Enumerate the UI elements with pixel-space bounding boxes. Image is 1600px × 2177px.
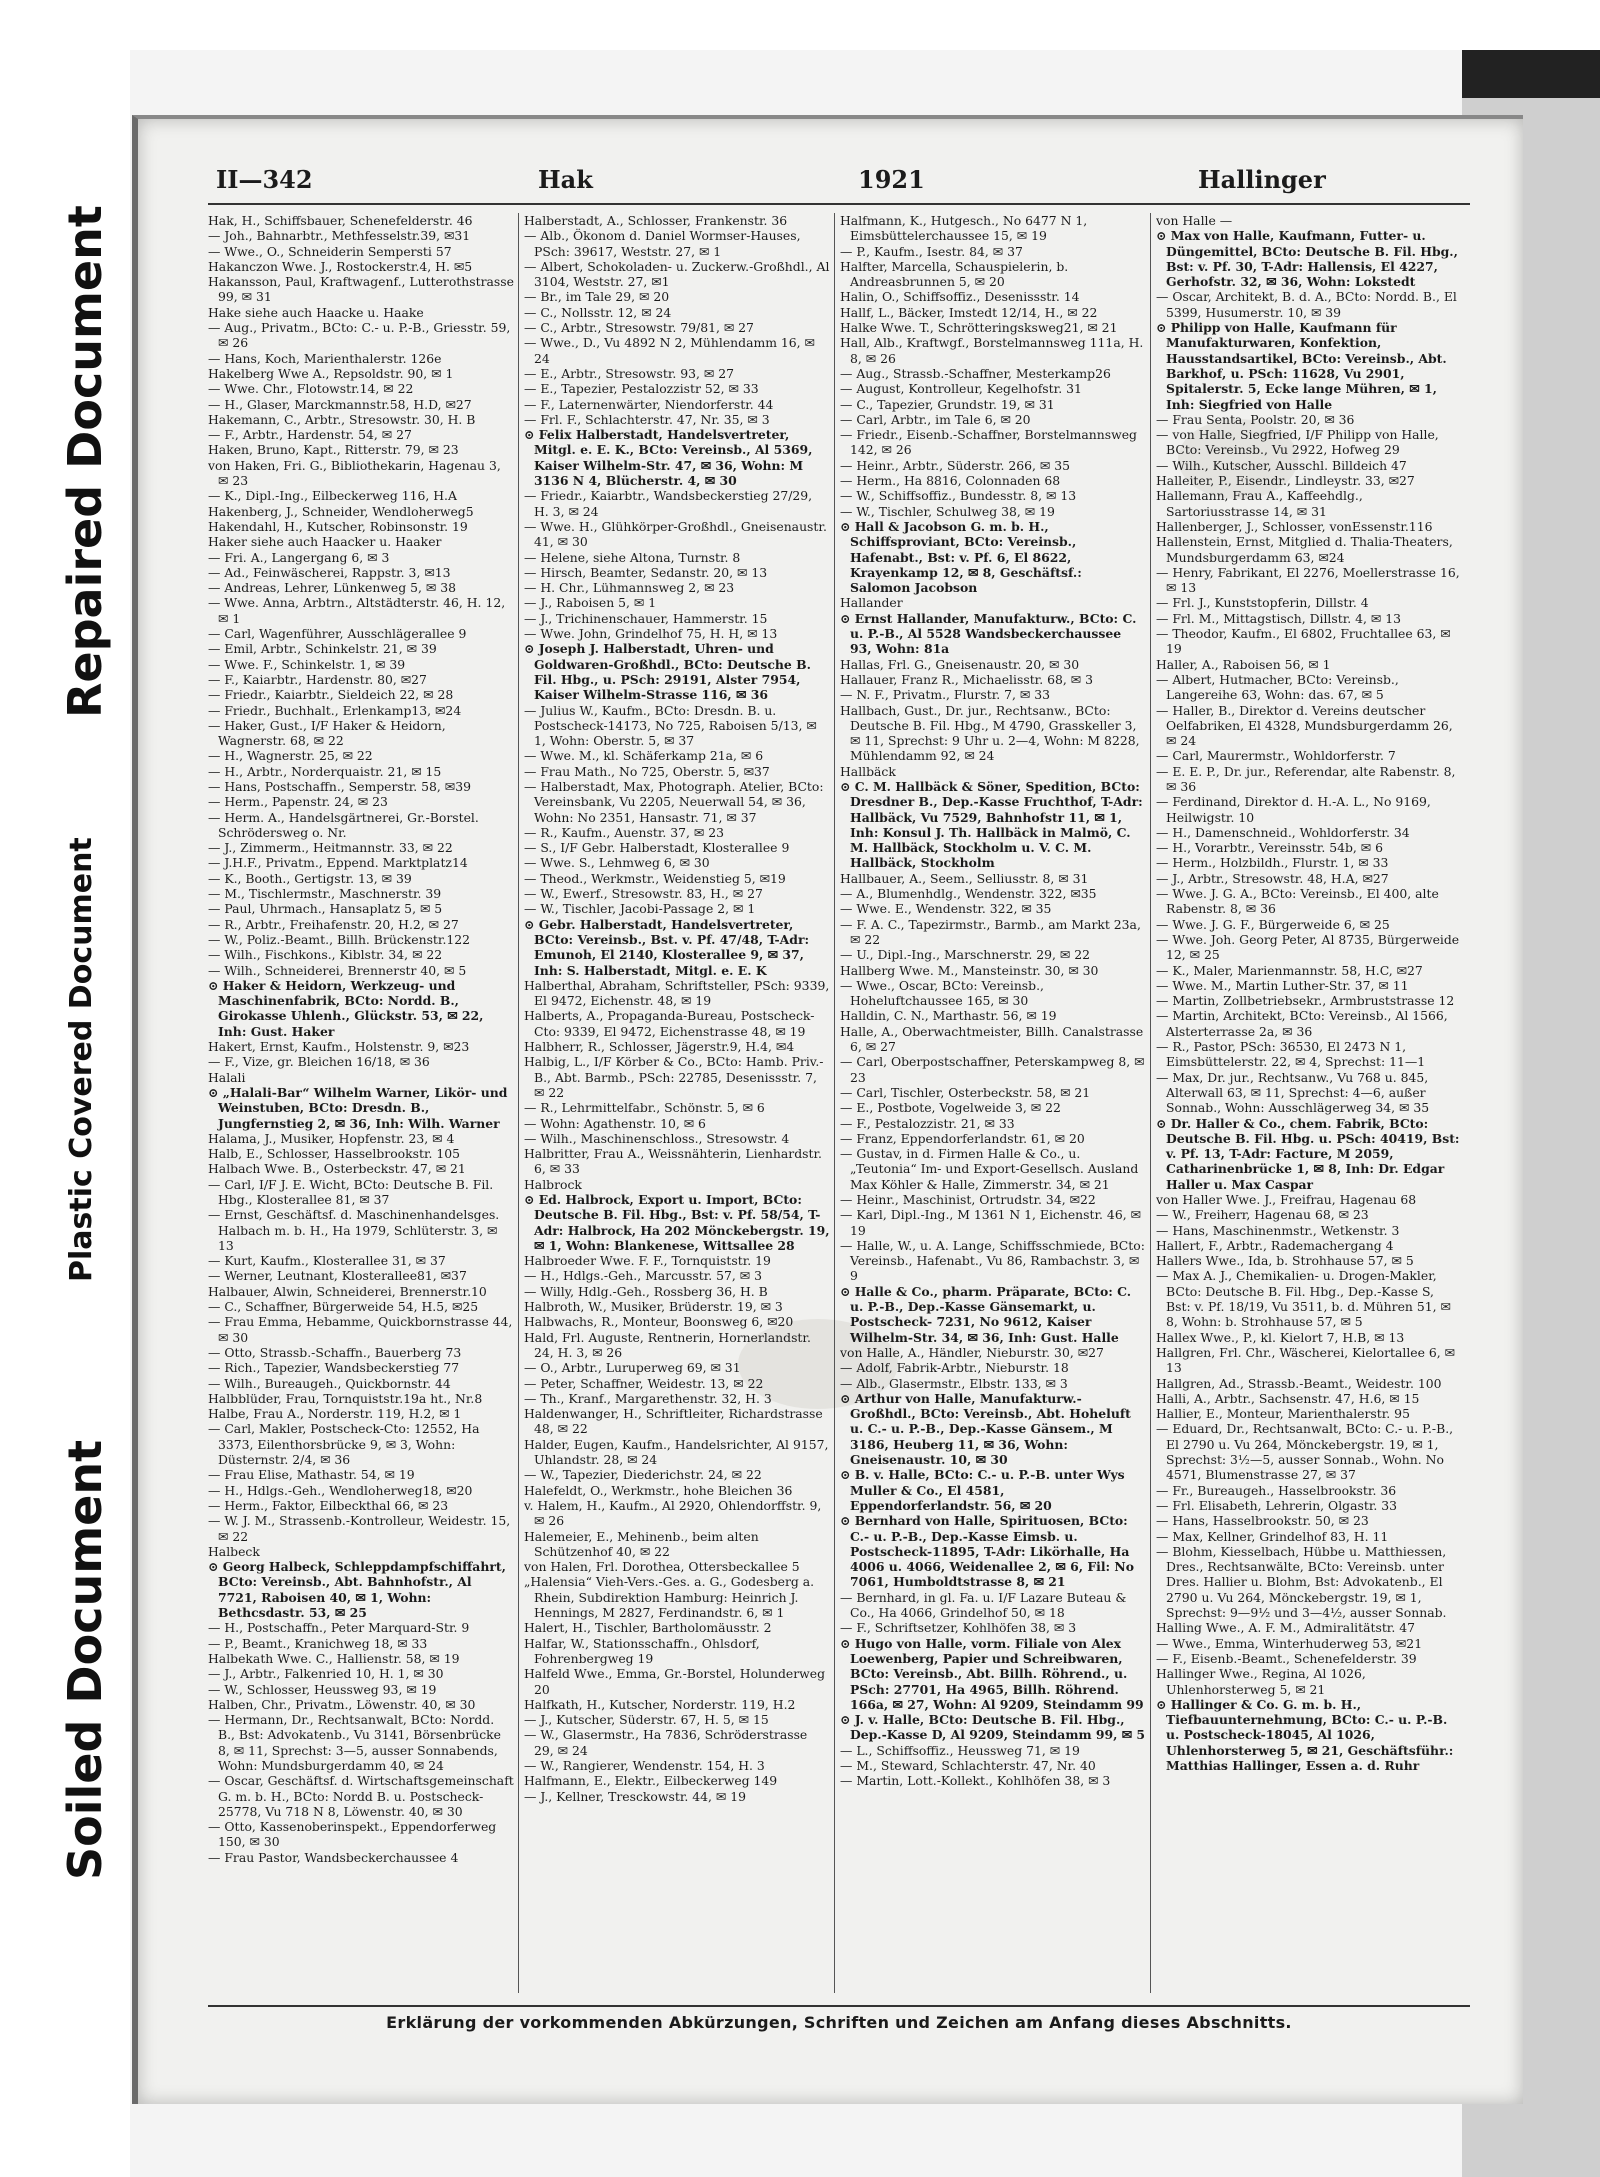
directory-entry: — Frau Senta, Poolstr. 20, ✉ 36 [1156, 411, 1355, 427]
directory-entry: — Theod., Werkmstr., Weidenstieg 5, ✉19 [524, 870, 786, 886]
soiled-document-label: Soiled Document [58, 1439, 112, 1880]
directory-entry: — Friedr., Kaiarbtr., Wandsbeckerstieg 27/29, H. 3, ✉ 24 [524, 488, 813, 519]
directory-entry: Hallberg Wwe. M., Mansteinstr. 30, ✉ 30 [840, 962, 1099, 978]
directory-entry: — E., Arbtr., Stresowstr. 93, ✉ 27 [524, 365, 735, 381]
directory-entry: — Carl, Arbtr., im Tale 6, ✉ 20 [840, 411, 1031, 427]
directory-entry: ⊙ C. M. Hallbäck & Söner, Spedition, BCto: Dresdner B., Dep.-Kasse Fruchthof, T-Adr: Hallbäck, Vu 7529, Bahnhofstr 11, ✉ 1, Inh: Konsul J. Th. Hallbäck in Malmö, C. M. Hallbäck, Stockholm u. V. C. M. Hallbäck, Stockholm [840, 778, 1143, 871]
directory-entry: — Martin, Architekt, BCto: Vereinsb., Al 1566, Alsterterrasse 2a, ✉ 36 [1156, 1008, 1448, 1039]
directory-entry: — H., Hdlgs.-Geh., Marcusstr. 57, ✉ 3 [524, 1268, 762, 1284]
directory-entry: Halling Wwe., A. F. M., Admiralitätstr. 47 [1156, 1620, 1416, 1636]
directory-entry: ⊙ Arthur von Halle, Manufakturw.-Großhdl., BCto: Vereinsb., Abt. Hoheluft u. C.- u. P.-B., Dep.-Kasse Gänsem., M 3186, Heuberg 11, ✉ 36, Wohn: Gneisenaustr. 10, ✉ 30 [840, 1390, 1131, 1468]
directory-entry: — J.H.F., Privatm., Eppend. Marktplatz14 [208, 855, 468, 871]
directory-entry: — U., Dipl.-Ing., Marschnerstr. 29, ✉ 22 [840, 947, 1091, 963]
directory-entry: — Wwe. M., kl. Schäferkamp 21a, ✉ 6 [524, 748, 764, 764]
directory-entry: Halbekath Wwe. C., Hallienstr. 58, ✉ 19 [208, 1650, 460, 1666]
directory-entry: ⊙ Hallinger & Co. G. m. b. H., Tiefbauunternehmung, BCto: C.- u. P.-B. u. Postscheck-18045, Al 1026, Uhlenhorsterweg 5, ✉ 21, Geschäftsführ.: Matthias Hallinger, Essen a. d. Ruhr [1156, 1696, 1454, 1773]
directory-entry: — H. Chr., Lühmannsweg 2, ✉ 23 [524, 580, 735, 596]
directory-entry: — Frau Pastor, Wandsbeckerchaussee 4 [208, 1849, 459, 1865]
directory-entry: Halbach Wwe. B., Osterbeckstr. 47, ✉ 21 [208, 1161, 466, 1177]
directory-entry: — von Halle, Siegfried, I/F Philipp von Halle, BCto: Vereinsb., Vu 2922, Hofweg 29 [1156, 427, 1439, 458]
directory-entry: von Halen, Frl. Dorothea, Ottersbeckallee 5 [524, 1559, 800, 1575]
column-3 [840, 213, 1146, 1993]
directory-entry: — Karl, Dipl.-Ing., M 1361 N 1, Eichenstr. 46, ✉ 19 [840, 1207, 1141, 1238]
directory-entry: — M., Tischlermstr., Maschnerstr. 39 [208, 886, 442, 902]
directory-entry: Halfar, W., Stationsschaffn., Ohlsdorf, Fohrenbergweg 19 [524, 1635, 760, 1666]
directory-entry: — Wwe., Emma, Winterhuderweg 53, ✉21 [1156, 1635, 1423, 1651]
directory-entry: — Heinr., Maschinist, Ortrudstr. 34, ✉22 [840, 1192, 1096, 1207]
directory-entry: Halfeld Wwe., Emma, Gr.-Borstel, Holunderweg 20 [524, 1666, 826, 1697]
directory-entry: Hallbauer, A., Seem., Selliusstr. 8, ✉ 31 [840, 870, 1089, 886]
directory-entry: — E., Tapezier, Pestalozzistr 52, ✉ 33 [524, 381, 759, 397]
directory-entry: — Franz, Eppendorferlandstr. 61, ✉ 20 [840, 1130, 1085, 1146]
directory-entry: — F., Schriftsetzer, Kohlhöfen 38, ✉ 3 [840, 1620, 1077, 1636]
directory-entry: von Haken, Fri. G., Bibliothekarin, Hagenau 3, ✉ 23 [208, 457, 501, 489]
directory-entry: — Oscar, Architekt, B. d. A., BCto: Nordd. B., El 5399, Husumerstr. 10, ✉ 39 [1156, 289, 1457, 320]
directory-entry: — W., Tischler, Jacobi-Passage 2, ✉ 1 [524, 901, 756, 917]
directory-entry: — Helene, siehe Altona, Turnstr. 8 [524, 549, 741, 565]
directory-entry: Hakanczon Wwe. J., Rostockerstr.4, H. ✉5 [208, 258, 473, 274]
directory-columns [208, 213, 1470, 1993]
directory-entry: — H., Vorarbtr., Vereinsstr. 54b, ✉ 6 [1156, 840, 1383, 856]
directory-entry: — K., Booth., Gertigstr. 13, ✉ 39 [208, 870, 412, 886]
directory-entry: — Eduard, Dr., Rechtsanwalt, BCto: C.- u. P.-B., El 2790 u. Vu 264, Mönckebergstr. 19, ✉ 1, Sprechst: 3½—5, ausser Sonnab., Wohn. No 4571, Blumenstrasse 27, ✉ 37 [1156, 1421, 1454, 1483]
directory-entry: ⊙ Halle & Co., pharm. Präparate, BCto: C. u. P.-B., Dep.-Kasse Gänsemarkt, u. Postscheck- 7231, No 9612, Kaiser Wilhelm-Str. 34, ✉ 36, Inh: Gust. Halle [840, 1283, 1132, 1345]
directory-entry: Halberstadt, A., Schlosser, Frankenstr. 36 [524, 213, 788, 228]
directory-entry: Halbig, L., I/F Körber & Co., BCto: Hamb. Priv.-B., Abt. Barmb., PSch: 22785, Desenissstr. 7, ✉ 22 [524, 1054, 824, 1100]
directory-entry: — Wwe., D., Vu 4892 N 2, Mühlendamm 16, ✉ 24 [524, 335, 815, 366]
directory-entry: ⊙ J. v. Halle, BCto: Deutsche B. Fil. Hbg., Dep.-Kasse D, Al 9209, Steindamm 99, ✉ 5 [840, 1712, 1146, 1743]
header-first-word: Hak [538, 165, 593, 194]
directory-entry: — J., Arbtr., Stresowstr. 48, H.A, ✉27 [1156, 870, 1389, 886]
directory-entry: — Wwe. S., Lehmweg 6, ✉ 30 [524, 855, 710, 871]
directory-entry: — Br., im Tale 29, ✉ 20 [524, 289, 670, 305]
directory-entry: Halle, A., Oberwachtmeister, Billh. Canalstrasse 6, ✉ 27 [840, 1023, 1144, 1055]
directory-entry: Hakenberg, J., Schneider, Wendloherweg5 [208, 503, 474, 519]
directory-entry: — F., Pestalozzistr. 21, ✉ 33 [840, 1115, 1015, 1131]
directory-entry: — Wwe. M., Martin Luther-Str. 37, ✉ 11 [1156, 977, 1409, 993]
directory-entry: Hallert, F., Arbtr., Rademachergang 4 [1156, 1237, 1394, 1253]
directory-entry: — Joh., Bahnarbtr., Methfesselstr.39, ✉31 [208, 228, 471, 244]
directory-entry: von Haller Wwe. J., Freifrau, Hagenau 68 [1156, 1192, 1417, 1207]
directory-entry: Hallemann, Frau A., Kaffeehdlg., Sartoriusstrasse 14, ✉ 31 [1156, 488, 1363, 519]
directory-entry: Halbwachs, R., Monteur, Boonsweg 6, ✉20 [524, 1314, 794, 1330]
directory-entry: — C., Arbtr., Stresowstr. 79/81, ✉ 27 [524, 320, 754, 336]
directory-entry: — Frl. Elisabeth, Lehrerin, Olgastr. 33 [1156, 1497, 1398, 1513]
directory-entry: Hakendahl, H., Kutscher, Robinsonstr. 19 [208, 518, 468, 534]
directory-entry: Halbrock [524, 1176, 582, 1192]
directory-entry: Hallex Wwe., P., kl. Kielort 7, H.B, ✉ 13 [1156, 1329, 1405, 1345]
directory-entry: — Friedr., Buchhalt., Erlenkamp13, ✉24 [208, 702, 462, 718]
directory-entry: — Hans, Maschinenmstr., Wetkenstr. 3 [1156, 1222, 1400, 1238]
directory-entry: Hallgren, Frl. Chr., Wäscherei, Kielortallee 6, ✉ 13 [1156, 1344, 1456, 1376]
directory-entry: — H., Glaser, Marckmannstr.58, H.D, ✉27 [208, 396, 472, 412]
directory-entry: — C., Schaffner, Bürgerweide 54, H.5, ✉25 [208, 1299, 479, 1315]
directory-entry: ⊙ Hugo von Halle, vorm. Filiale von Alex Loewenberg, Papier und Schreibwaren, BCto: Vereinsb., Abt. Billh. Röhrend., u. PSch: 27701, Ha 4965, Billh. Röhrend. 166a, ✉ 27, Wohn: Al 9209, Steindamm 99 [840, 1635, 1144, 1712]
directory-entry: — Hans, Koch, Marienthalerstr. 126e [208, 350, 442, 366]
directory-entry: — Wohn: Agathenstr. 10, ✉ 6 [524, 1115, 706, 1131]
directory-entry: — Julius W., Kaufm., BCto: Dresdn. B. u. Postscheck-14173, No 725, Raboisen 5/13, ✉ 1, Wohn: Oberstr. 5, ✉ 37 [524, 702, 817, 749]
directory-entry: — Albert, Schokoladen- u. Zuckerw.-Großhdl., Al 3104, Weststr. 27, ✉1 [524, 258, 830, 290]
directory-entry: Halin, O., Schiffsoffiz., Desenissstr. 14 [840, 289, 1080, 305]
directory-entry: — Otto, Strassb.-Schaffn., Bauerberg 73 [208, 1344, 462, 1360]
page-number: II—342 [216, 165, 313, 194]
directory-entry: — Alb., Glasermstr., Elbstr. 133, ✉ 3 [840, 1375, 1068, 1391]
directory-entry: — Wwe., O., Schneiderin Sempersti 57 [208, 243, 452, 259]
header-year: 1921 [858, 165, 925, 194]
directory-entry: Hakemann, C., Arbtr., Stresowstr. 30, H. B [208, 411, 476, 427]
directory-entry: Hallers Wwe., Ida, b. Strohhause 57, ✉ 5 [1156, 1253, 1414, 1269]
directory-entry: — H., Postschaffn., Peter Marquard-Str. 9 [208, 1620, 470, 1636]
directory-entry: Halbroth, W., Musiker, Brüderstr. 19, ✉ 3 [524, 1299, 783, 1315]
directory-entry: — Wilh., Schneiderei, Brennerstr 40, ✉ 5 [208, 962, 467, 978]
directory-entry: — N. F., Privatm., Flurstr. 7, ✉ 33 [840, 687, 1050, 703]
directory-entry: — Carl, Tischler, Osterbeckstr. 58, ✉ 21 [840, 1084, 1091, 1100]
directory-entry: ⊙ Max von Halle, Kaufmann, Futter- u. Düngemittel, BCto: Deutsche B. Fil. Hbg., Bst: v. Pf. 30, T-Adr: Hallensis, El 4227, Gerhofstr. 32, ✉ 36, Wohn: Lokstedt [1156, 228, 1458, 290]
directory-entry: Halefeldt, O., Werkmstr., hohe Bleichen 36 [524, 1482, 793, 1498]
directory-entry: — Carl, Oberpostschaffner, Peterskampweg 8, ✉ 23 [840, 1054, 1145, 1085]
directory-entry: — W., Freiherr, Hagenau 68, ✉ 23 [1156, 1207, 1369, 1223]
directory-entry: — W., Rangierer, Wendenstr. 154, H. 3 [524, 1757, 765, 1773]
directory-entry: — Paul, Uhrmach., Hansaplatz 5, ✉ 5 [208, 901, 443, 917]
directory-entry: ⊙ Dr. Haller & Co., chem. Fabrik, BCto: Deutsche B. Fil. Hbg. u. PSch: 40419, Bst: v. Pf. 13, T-Adr: Facture, M 2059, Catharinenbrücke 1, ✉ 8, Inh: Dr. Edgar Haller u. Max Caspar [1156, 1115, 1460, 1192]
directory-entry: — H., Wagnerstr. 25, ✉ 22 [208, 748, 373, 764]
directory-entry: Hall, Alb., Kraftwgf., Borstelmannsweg 111a, H. 8, ✉ 26 [840, 335, 1144, 366]
directory-entry: — Hans, Postschaffn., Semperstr. 58, ✉39 [208, 778, 471, 794]
directory-entry: — Adolf, Fabrik-Arbtr., Nieburstr. 18 [840, 1360, 1069, 1376]
directory-entry: Haldenwanger, H., Schriftleiter, Richardstrasse 48, ✉ 22 [524, 1406, 823, 1437]
directory-entry: — Herm., Ha 8816, Colonnaden 68 [840, 473, 1061, 489]
directory-entry: — Aug., Privatm., BCto: C.- u. P.-B., Griesstr. 59, ✉ 26 [208, 320, 511, 351]
directory-entry: Hallander [840, 595, 903, 611]
directory-entry: Hallenberger, J., Schlosser, vonEssenstr.116 [1156, 518, 1433, 534]
directory-entry: — F., Laternenwärter, Niendorferstr. 44 [524, 396, 774, 412]
directory-entry: — E., Postbote, Vogelweide 3, ✉ 22 [840, 1100, 1061, 1116]
footer-rule [208, 2005, 1470, 2007]
directory-entry: — Heinr., Arbtr., Süderstr. 266, ✉ 35 [840, 457, 1070, 473]
directory-entry: — Kurt, Kaufm., Klosterallee 31, ✉ 37 [208, 1253, 446, 1269]
directory-entry: — W., Tischler, Schulweg 38, ✉ 19 [840, 503, 1055, 519]
directory-entry: — F., Arbtr., Hardenstr. 54, ✉ 27 [208, 427, 412, 443]
directory-entry: Halbritter, Frau A., Weissnähterin, Lienhardstr. 6, ✉ 33 [524, 1146, 822, 1177]
directory-entry: — Max, Dr. jur., Rechtsanw., Vu 768 u. 845, Alterwall 63, ✉ 11, Sprechst: 4—6, außer Sonnab., Wohn: Ausschlägerweg 34, ✉ 35 [1156, 1069, 1430, 1116]
directory-entry: Halfter, Marcella, Schauspielerin, b. Andreasbrunnen 5, ✉ 20 [840, 258, 1069, 290]
directory-entry: — Wwe. J. G. A., BCto: Vereinsb., El 400, alte Rabenstr. 8, ✉ 36 [1156, 886, 1439, 917]
directory-entry: Haker siehe auch Haacker u. Haaker [208, 534, 442, 550]
directory-entry: v. Halem, H., Kaufm., Al 2920, Ohlendorffstr. 9, ✉ 26 [524, 1497, 822, 1529]
directory-entry: Halberthal, Abraham, Schriftsteller, PSch: 9339, El 9472, Eichenstr. 48, ✉ 19 [524, 977, 830, 1009]
directory-entry: — O., Arbtr., Luruperweg 69, ✉ 31 [524, 1360, 741, 1376]
directory-entry: — W., Tapezier, Diederichstr. 24, ✉ 22 [524, 1467, 762, 1483]
directory-entry: — Rich., Tapezier, Wandsbeckerstieg 77 [208, 1360, 460, 1376]
directory-entry: — Halle, W., u. A. Lange, Schiffsschmiede, BCto: Vereinsb., Hafenabt., Vu 86, Rambachstr. 3, ✉ 9 [840, 1237, 1145, 1284]
directory-entry: Halberts, A., Propaganda-Bureau, Postscheck-Cto: 9339, El 9472, Eichenstrasse 48, ✉ 19 [524, 1008, 815, 1039]
directory-entry: Halli, A., Arbtr., Sachsenstr. 47, H.6, ✉ 15 [1156, 1390, 1420, 1406]
directory-entry: — Friedr., Eisenb.-Schaffner, Borstelmannsweg 142, ✉ 26 [840, 427, 1137, 458]
directory-entry: — Frl. M., Mittagstisch, Dillstr. 4, ✉ 13 [1156, 610, 1402, 626]
directory-entry: ⊙ Ed. Halbrock, Export u. Import, BCto: Deutsche B. Fil. Hbg., Bst: v. Pf. 58/54, T-Adr: Halbrock, Ha 202 Mönckebergstr. 19, ✉ 1, Wohn: Blankenese, Wittsallee 28 [524, 1192, 830, 1253]
directory-entry: — Wwe. F., Schinkelstr. 1, ✉ 39 [208, 656, 406, 672]
directory-entry: — J., Zimmerm., Heitmannstr. 33, ✉ 22 [208, 840, 453, 856]
directory-entry: — J., Raboisen 5, ✉ 1 [524, 595, 657, 611]
directory-entry: Hallbach, Gust., Dr. jur., Rechtsanw., BCto: Deutsche B. Fil. Hbg., M 4790, Grasskeller 3, ✉ 11, Sprechst: 9 Uhr u. 2—4, Wohn: M 8228, Mühlendamm 92, ✉ 24 [840, 702, 1140, 764]
directory-entry: Halemeier, E., Mehinenb., beim alten Schützenhof 40, ✉ 22 [524, 1528, 759, 1559]
column-2 [524, 213, 830, 1993]
directory-entry: — K., Dipl.-Ing., Eilbeckerweg 116, H.A [208, 488, 457, 504]
directory-entry: Halbherr, R., Schlosser, Jägerstr.9, H.4, ✉4 [524, 1039, 795, 1055]
directory-entry: — Wilh., Bureaugeh., Quickbornstr. 44 [208, 1375, 451, 1391]
directory-entry: — P., Kaufm., Isestr. 84, ✉ 37 [840, 243, 1023, 259]
directory-entry: — Frl. F., Schlachterstr. 47, Nr. 35, ✉ 3 [524, 411, 770, 427]
directory-entry: Halert, H., Tischler, Bartholomäusstr. 2 [524, 1620, 772, 1636]
directory-entry: — Aug., Strassb.-Schaffner, Mesterkamp26 [840, 365, 1111, 381]
directory-entry: Hallauer, Franz R., Michaelisstr. 68, ✉ 3 [840, 671, 1093, 687]
directory-entry: — Wwe. Chr., Flotowstr.14, ✉ 22 [208, 381, 414, 397]
directory-entry: — Herm., Papenstr. 24, ✉ 23 [208, 794, 388, 810]
directory-entry: Halama, J., Musiker, Hopfenstr. 23, ✉ 4 [208, 1130, 455, 1146]
directory-entry: — Fr., Bureaugeh., Hasselbrookstr. 36 [1156, 1482, 1397, 1498]
column-1 [208, 213, 514, 1993]
directory-entry: — Max A. J., Chemikalien- u. Drogen-Makler, BCto: Deutsche B. Fil. Hbg., Dep.-Kasse S, Bst: v. Pf. 18/19, Vu 3511, b. d. Mühren 51, ✉ 8, Wohn: b. Strohhause 57, ✉ 5 [1156, 1268, 1451, 1330]
directory-entry: — Halberstadt, Max, Photograph. Atelier, BCto: Vereinsbank, Vu 2205, Neuerwall 54, ✉ 36, Wohn: No 2351, Hansastr. 71, ✉ 37 [524, 778, 824, 825]
directory-entry: — Haller, B., Direktor d. Vereins deutscher Oelfabriken, El 4328, Mundsburgerdamm 26, ✉ 24 [1156, 702, 1453, 749]
directory-entry: — W. J. M., Strassenb.-Kontrolleur, Weidestr. 15, ✉ 22 [208, 1513, 511, 1544]
directory-entry: — August, Kontrolleur, Kegelhofstr. 31 [840, 381, 1082, 397]
directory-entry: — Carl, Wagenführer, Ausschlägerallee 9 [208, 626, 467, 642]
directory-entry: — Peter, Schaffner, Weidestr. 13, ✉ 22 [524, 1375, 764, 1391]
directory-entry: Halder, Eugen, Kaufm., Handelsrichter, Al 9157, Uhlandstr. 28, ✉ 24 [524, 1436, 829, 1468]
directory-entry: ⊙ Georg Halbeck, Schleppdampfschiffahrt, BCto: Vereinsb., Abt. Bahnhofstr., Al 7721, Raboisen 40, ✉ 1, Wohn: Bethcsdastr. 53, ✉ 25 [208, 1559, 506, 1621]
directory-entry: — J., Kutscher, Süderstr. 67, H. 5, ✉ 15 [524, 1712, 769, 1728]
directory-entry: — J., Kellner, Tresckowstr. 44, ✉ 19 [524, 1788, 746, 1804]
directory-entry: — Herm., Faktor, Eilbeckthal 66, ✉ 23 [208, 1497, 449, 1513]
directory-entry: — Hermann, Dr., Rechtsanwalt, BCto: Nordd. B., Bst: Advokatenb., Vu 3141, Börsenbrücke 8, ✉ 11, Sprechst: 3—5, ausser Sonnabends, Wohn: Mundsburgerdamm 40, ✉ 24 [208, 1712, 502, 1773]
directory-entry: Hake siehe auch Haacke u. Haake [208, 304, 424, 320]
directory-entry: Hald, Frl. Auguste, Rentnerin, Hornerlandstr. 24, H. 3, ✉ 26 [524, 1329, 811, 1360]
directory-entry: — Blohm, Kiesselbach, Hübbe u. Matthiessen, Dres., Rechtsanwälte, BCto: Vereinsb. unter Dres. Hallier u. Blohm, Bst: Advokatenb., El 2790 u. Vu 264, Mönckebergstr. 19, ✉ 1, Sprechst: 9—9½ und 3—4½, ausser Sonnab. [1156, 1543, 1447, 1621]
header-rule [208, 203, 1470, 205]
directory-entry: ⊙ Felix Halberstadt, Handelsvertreter, Mitgl. e. E. K., BCto: Vereinsb., Al 5369, Kaiser Wilhelm-Str. 47, ✉ 36, Wohn: M 3136 N 4, Blücherstr. 4, ✉ 30 [524, 427, 813, 489]
directory-entry: — Andreas, Lehrer, Lünkenweg 5, ✉ 38 [208, 580, 456, 596]
directory-entry: Halldin, C. N., Marthastr. 56, ✉ 19 [840, 1008, 1057, 1024]
directory-entry: — H., Hdlgs.-Geh., Wendloherweg18, ✉20 [208, 1482, 473, 1498]
directory-entry: Haller, A., Raboisen 56, ✉ 1 [1156, 656, 1331, 672]
directory-entry: Hallas, Frl. G., Gneisenaustr. 20, ✉ 30 [840, 656, 1080, 672]
directory-entry: — Wwe. J. G. F., Bürgerweide 6, ✉ 25 [1156, 916, 1390, 932]
directory-entry: — Wwe., Oscar, BCto: Vereinsb., Hoheluftchaussee 165, ✉ 30 [840, 977, 1044, 1009]
directory-entry: Hallbäck [840, 763, 896, 779]
directory-entry: Halleiter, P., Eisendr., Lindleystr. 33, ✉27 [1156, 473, 1415, 489]
directory-entry: Haken, Bruno, Kapt., Ritterstr. 79, ✉ 23 [208, 442, 459, 458]
directory-entry: Halfkath, H., Kutscher, Norderstr. 119, H.2 [524, 1696, 796, 1712]
directory-entry: ⊙ Gebr. Halberstadt, Handelsvertreter, BCto: Vereinsb., Bst. v. Pf. 47/48, T-Adr: Emunoh, El 2140, Klosterallee 9, ✉ 37, Inh: S. Halberstadt, Mitgl. e. E. K [524, 916, 810, 978]
page-header [208, 159, 1470, 199]
directory-entry: — Herm. A., Handelsgärtnerei, Gr.-Borstel. Schrödersweg o. Nr. [208, 809, 479, 840]
directory-entry: — R., Pastor, PSch: 36530, El 2473 N 1, Eimsbüttelerstr. 22, ✉ 4, Sprechst: 11—1 [1156, 1039, 1426, 1070]
directory-entry: — R., Kaufm., Auenstr. 37, ✉ 23 [524, 824, 724, 840]
directory-entry: Halbauer, Alwin, Schneiderei, Brennerstr.10 [208, 1283, 487, 1299]
directory-entry: Halb, E., Schlosser, Hasselbrookstr. 105 [208, 1146, 461, 1162]
directory-entry: — P., Beamt., Kranichweg 18, ✉ 33 [208, 1635, 428, 1651]
directory-entry: — Max, Kellner, Grindelhof 83, H. 11 [1156, 1528, 1389, 1544]
directory-entry: Hakelberg Wwe A., Repsoldstr. 90, ✉ 1 [208, 365, 454, 381]
directory-entry: Halali [208, 1069, 246, 1085]
directory-entry: — Carl, I/F J. E. Wicht, BCto: Deutsche B. Fil. Hbg., Klosterallee 81, ✉ 37 [208, 1176, 494, 1207]
directory-page [132, 115, 1523, 2104]
directory-entry: — Haker, Gust., I/F Haker & Heidorn, Wagnerstr. 68, ✉ 22 [208, 717, 446, 749]
directory-entry: — Ernst, Geschäftsf. d. Maschinenhandelsges. Halbach m. b. H., Ha 1979, Schlüterstr. 3, ✉ 13 [208, 1207, 500, 1253]
directory-entry: — Henry, Fabrikant, El 2276, Moellerstrasse 16, ✉ 13 [1156, 564, 1460, 596]
directory-entry: von Halle, A., Händler, Nieburstr. 30, ✉27 [840, 1344, 1104, 1360]
directory-entry: Hallinger Wwe., Regina, Al 1026, Uhlenhorsterweg 5, ✉ 21 [1156, 1666, 1366, 1697]
directory-entry: — F., Eisenb.-Beamt., Schenefelderstr. 39 [1156, 1650, 1417, 1666]
directory-entry: — C., Tapezier, Grundstr. 19, ✉ 31 [840, 396, 1055, 412]
directory-entry: — Frau Elise, Mathastr. 54, ✉ 19 [208, 1467, 415, 1483]
directory-entry: — R., Lehrmittelfabr., Schönstr. 5, ✉ 6 [524, 1100, 765, 1116]
directory-entry: Halfmann, E., Elektr., Eilbeckerweg 149 [524, 1773, 778, 1789]
directory-entry: Hallgren, Ad., Strassb.-Beamt., Weidestr. 100 [1156, 1375, 1442, 1391]
directory-entry: ⊙ „Halali-Bar“ Wilhelm Warner, Likör- und Weinstuben, BCto: Dresdn. B., Jungfernstieg 2, ✉ 36, Inh: Wilh. Warner [208, 1084, 508, 1131]
directory-entry: Hakert, Ernst, Kaufm., Holstenstr. 9, ✉23 [208, 1039, 470, 1055]
directory-entry: — Hans, Hasselbrookstr. 50, ✉ 23 [1156, 1513, 1369, 1529]
directory-entry: Hak, H., Schiffsbauer, Schenefelderstr. 46 [208, 213, 473, 228]
abbreviations-note: Erklärung der vorkommenden Abkürzungen, Schriften und Zeichen am Anfang dieses Abschnitts. [386, 2013, 1292, 2032]
directory-entry: — Wilh., Fischkons., Kiblstr. 34, ✉ 22 [208, 947, 443, 963]
directory-entry: — Frl. J., Kunststopferin, Dillstr. 4 [1156, 595, 1369, 611]
directory-entry: — Herm., Holzbildh., Flurstr. 1, ✉ 33 [1156, 855, 1389, 871]
directory-entry: — Wilh., Maschinenschloss., Stresowstr. 4 [524, 1130, 790, 1146]
directory-entry: — F., Vize, gr. Bleichen 16/18, ✉ 36 [208, 1054, 430, 1070]
directory-entry: — Albert, Hutmacher, BCto: Vereinsb., Langereihe 63, Wohn: das. 67, ✉ 5 [1156, 671, 1399, 703]
directory-entry: — Th., Kranf., Margarethenstr. 32, H. 3 [524, 1390, 772, 1406]
directory-entry: — K., Maler, Marienmannstr. 58, H.C, ✉27 [1156, 962, 1423, 978]
directory-entry: — R., Arbtr., Freihafenstr. 20, H.2, ✉ 27 [208, 916, 459, 932]
directory-entry: Hallf, L., Bäcker, Imstedt 12/14, H., ✉ 22 [840, 304, 1098, 320]
directory-entry: — Wwe. Joh. Georg Peter, Al 8735, Bürgerweide 12, ✉ 25 [1156, 931, 1460, 963]
directory-entry: — J., Trichinenschauer, Hammerstr. 15 [524, 610, 768, 626]
directory-entry: Hakansson, Paul, Kraftwagenf., Lutterothstrasse 99, ✉ 31 [208, 274, 514, 305]
directory-entry: ⊙ Haker & Heidorn, Werkzeug- und Maschinenfabrik, BCto: Nordd. B., Girokasse Uhlenh., Glückstr. 53, ✉ 22, Inh: Gust. Haker [208, 977, 484, 1039]
directory-entry: — W., Schlosser, Heussweg 93, ✉ 19 [208, 1681, 437, 1697]
directory-entry: — Alb., Ökonom d. Daniel Wormser-Hauses, PSch: 39617, Weststr. 27, ✉ 1 [524, 228, 801, 259]
directory-entry: — Willy, Hdlg.-Geh., Rossberg 36, H. B [524, 1283, 768, 1299]
directory-entry: — Wwe. Anna, Arbtrn., Altstädterstr. 46, H. 12, ✉ 1 [208, 595, 506, 626]
column-4 [1156, 213, 1462, 1993]
directory-entry: Halfmann, K., Hutgesch., No 6477 N 1, Eimsbüttelerchaussee 15, ✉ 19 [840, 213, 1088, 244]
directory-entry: — Wilh., Kutscher, Ausschl. Billdeich 47 [1156, 457, 1407, 473]
directory-entry: von Halle — [1156, 213, 1233, 228]
directory-entry: — Otto, Kassenoberinspekt., Eppendorferweg 150, ✉ 30 [208, 1819, 497, 1850]
directory-entry: — Ferdinand, Direktor d. H.-A. L., No 9169, Heilwigstr. 10 [1156, 794, 1431, 825]
directory-entry: — Frau Math., No 725, Oberstr. 5, ✉37 [524, 763, 770, 779]
directory-entry: — W., Poliz.-Beamt., Billh. Brückenstr.122 [208, 931, 471, 947]
directory-entry: Halben, Chr., Privatm., Löwenstr. 40, ✉ 30 [208, 1696, 476, 1712]
directory-entry: ⊙ Hall & Jacobson G. m. b. H., Schiffsproviant, BCto: Vereinsb., Hafenabt., Bst: v. Pf. 6, El 8622, Krayenkamp 12, ✉ 8, Geschäftsf.: Salomon Jacobson [840, 518, 1082, 596]
directory-entry: — H., Damenschneid., Wohldorferstr. 34 [1156, 824, 1410, 840]
side-label-strip [0, 50, 130, 2177]
directory-entry: — C., Nollsstr. 12, ✉ 24 [524, 304, 672, 320]
directory-entry: — Oscar, Geschäftsf. d. Wirtschaftsgemeinschaft G. m. b. H., BCto: Nordd B. u. Postscheck- 25778, Vu 718 N 8, Löwenstr. 40, ✉ 30 [208, 1773, 514, 1819]
directory-entry: — Wwe. John, Grindelhof 75, H. H, ✉ 13 [524, 626, 778, 642]
directory-entry: Halbe, Frau A., Norderstr. 119, H.2, ✉ 1 [208, 1406, 462, 1422]
repaired-document-label: Repaired Document [58, 205, 112, 718]
directory-entry: ⊙ Bernhard von Halle, Spirituosen, BCto: C.- u. P.-B., Dep.-Kasse Eimsb. u. Postscheck-11895, T-Adr: Likörhalle, Ha 4006 u. 4066, Weidenallee 2, ✉ 6, Fil: No 7061, Humboldtstrasse 8, ✉ 21 [840, 1513, 1135, 1590]
directory-entry: ⊙ Joseph J. Halberstadt, Uhren- und Goldwaren-Großhdl., BCto: Deutsche B. Fil. Hbg., u. PSch: 29191, Alster 7954, Kaiser Wilhelm-Strasse 116, ✉ 36 [524, 641, 811, 703]
directory-entry: Hallier, E., Monteur, Marienthalerstr. 95 [1156, 1406, 1410, 1422]
directory-entry: — Wwe. E., Wendenstr. 322, ✉ 35 [840, 901, 1052, 917]
directory-entry: — Theodor, Kaufm., El 6802, Fruchtallee 63, ✉ 19 [1156, 626, 1451, 657]
directory-entry: — Bernhard, in gl. Fa. u. I/F Lazare Buteau & Co., Ha 4066, Grindelhof 50, ✉ 18 [840, 1589, 1127, 1621]
directory-entry: Halbeck [208, 1543, 260, 1559]
directory-entry: — Gustav, in d. Firmen Halle & Co., u. „Teutonia“ Im- und Export-Gesellsch. Ausland Max Köhler & Halle, Zimmerstr. 34, ✉ 21 [840, 1146, 1139, 1192]
plastic-covered-document-label: Plastic Covered Document [64, 837, 99, 1282]
directory-entry: — Carl, Makler, Postscheck-Cto: 12552, Ha 3373, Eilenthorsbrücke 9, ✉ 3, Wohn: Düsternstr. 2/4, ✉ 36 [208, 1421, 480, 1468]
directory-entry: — Friedr., Kaiarbtr., Sieldeich 22, ✉ 28 [208, 687, 454, 703]
directory-entry: ⊙ Ernst Hallander, Manufakturw., BCto: C. u. P.-B., Al 5528 Wandsbeckerchaussee 93, Wohn: 81a [840, 610, 1137, 657]
directory-entry: — H., Arbtr., Norderquaistr. 21, ✉ 15 [208, 763, 442, 779]
directory-entry: — Werner, Leutnant, Klosterallee81, ✉37 [208, 1268, 467, 1284]
directory-entry: Halbroeder Wwe. F. F., Tornquiststr. 19 [524, 1253, 771, 1269]
directory-entry: — Martin, Zollbetriebsekr., Armbruststrasse 12 [1156, 993, 1455, 1009]
directory-entry: — A., Blumenhdlg., Wendenstr. 322, ✉35 [840, 886, 1097, 902]
directory-entry: — Hirsch, Beamter, Sedanstr. 20, ✉ 13 [524, 564, 768, 580]
directory-entry: — Ad., Feinwäscherei, Rappstr. 3, ✉13 [208, 564, 451, 580]
directory-entry: — Martin, Lott.-Kollekt., Kohlhöfen 38, ✉ 3 [840, 1773, 1111, 1789]
directory-entry: ⊙ Philipp von Halle, Kaufmann für Manufakturwaren, Konfektion, Hausstandsartikel, BCto: Vereinsb., Abt. Barkhof, u. PSch: 11628, Vu 2901, Spitalerstr. 5, Ecke lange Mühren, ✉ 1, Inh: Siegfried von Halle [1156, 320, 1447, 412]
directory-entry: — W., Glasermstr., Ha 7836, Schröderstrasse 29, ✉ 24 [524, 1727, 808, 1758]
directory-entry: — Carl, Maurermstr., Wohldorferstr. 7 [1156, 748, 1396, 764]
directory-entry: — J., Arbtr., Falkenried 10, H. 1, ✉ 30 [208, 1666, 444, 1682]
directory-entry: — M., Steward, Schlachterstr. 47, Nr. 40 [840, 1757, 1096, 1773]
directory-entry: — W., Schiffsoffiz., Bundesstr. 8, ✉ 13 [840, 488, 1077, 504]
directory-entry: — F. A. C., Tapezirmstr., Barmb., am Markt 23a, ✉ 22 [840, 916, 1141, 947]
directory-entry: — L., Schiffsoffiz., Heussweg 71, ✉ 19 [840, 1742, 1080, 1758]
directory-entry: — Fri. A., Langergang 6, ✉ 3 [208, 549, 390, 565]
directory-entry: „Halensia“ Vieh-Vers.-Ges. a. G., Godesberg a. Rhein, Subdirektion Hamburg: Heinrich J. Hennings, M 2827, Ferdinandstr. 6, ✉ 1 [524, 1574, 815, 1621]
directory-entry: — Frau Emma, Hebamme, Quickbornstrasse 44, ✉ 30 [208, 1314, 513, 1345]
directory-entry: — Emil, Arbtr., Schinkelstr. 21, ✉ 39 [208, 641, 437, 657]
directory-entry: — Wwe. H., Glühkörper-Großhdl., Gneisenaustr. 41, ✉ 30 [524, 518, 827, 550]
directory-entry: — E. E. P., Dr. jur., Referendar, alte Rabenstr. 8, ✉ 36 [1156, 763, 1456, 794]
directory-entry: — W., Ewerf., Stresowstr. 83, H., ✉ 27 [524, 886, 763, 902]
directory-entry: — S., I/F Gebr. Halberstadt, Klosterallee 9 [524, 840, 790, 856]
header-last-word: Hallinger [1198, 165, 1326, 194]
directory-entry: Hallenstein, Ernst, Mitglied d. Thalia-Theaters, Mundsburgerdamm 63, ✉24 [1156, 534, 1453, 565]
directory-entry: Halke Wwe. T., Schrötteringsksweg21, ✉ 21 [840, 320, 1118, 336]
directory-entry: ⊙ B. v. Halle, BCto: C.- u. P.-B. unter Wys Muller & Co., El 4581, Eppendorferlandstr. 56, ✉ 20 [840, 1467, 1125, 1513]
directory-entry: Halbblüder, Frau, Tornquiststr.19a ht., Nr.8 [208, 1390, 483, 1406]
directory-entry: — F., Kaiarbtr., Hardenstr. 80, ✉27 [208, 671, 427, 687]
